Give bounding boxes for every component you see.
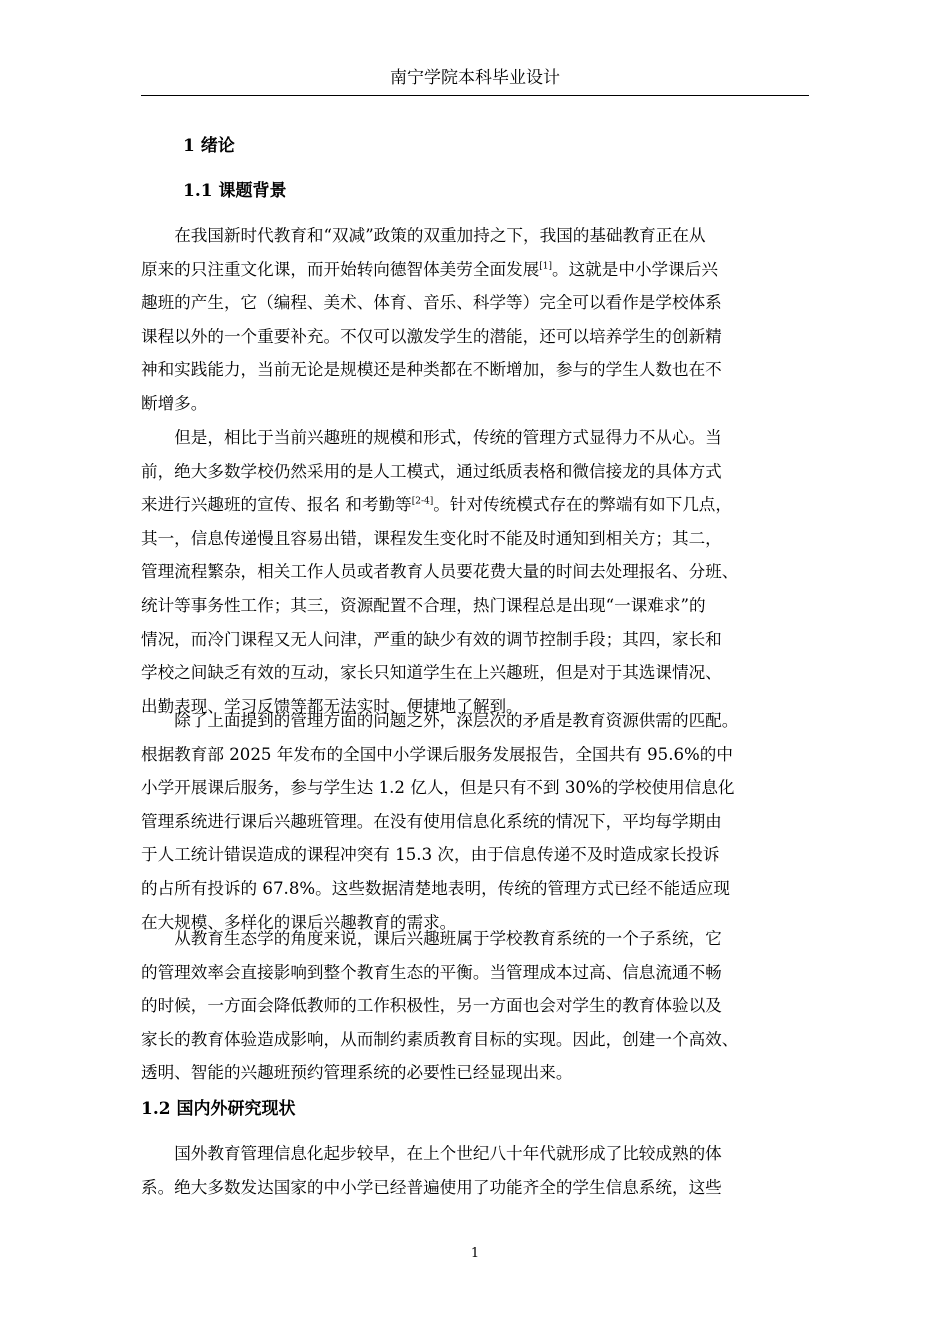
paragraph-text: 原来的只注重文化课，而开始转向德智体美劳全面发展	[141, 259, 540, 279]
paragraph-line: 根据教育部 2025 年发布的全国中小学课后服务发展报告，全国共有 95.6%的中	[141, 744, 733, 764]
paragraph-text: 来进行兴趣班的宣传、报名 和考勤等	[141, 495, 412, 515]
paragraph-line: 学校之间缺乏有效的互动，家长只知道学生在上兴趣班，但是对于其选课情况、	[141, 663, 722, 683]
paragraph-line: 神和实践能力，当前无论是规模还是种类都在不断增加，参与的学生人数也在不	[141, 360, 722, 380]
paragraph-line: 出勤表现、学习反馈等都无法实时、便捷地了解到。	[141, 696, 523, 716]
section-heading-1-2: 1.2 国内外研究现状	[141, 1099, 296, 1119]
paragraph-line: 课程以外的一个重要补充。不仅可以激发学生的潜能，还可以培养学生的创新精	[141, 326, 722, 346]
paragraph-research-status	[141, 1137, 809, 1204]
citation-marker: [1]	[539, 261, 552, 272]
paragraph-education-ecology	[141, 922, 809, 1090]
paragraph-line: 透明、智能的兴趣班预约管理系统的必要性已经显现出来。	[141, 1063, 573, 1083]
paragraph-line: 在大规模、多样化的课后兴趣教育的需求。	[141, 912, 457, 932]
citation-marker: [2-4]	[411, 496, 434, 507]
paragraph-line: 但是，相比于当前兴趣班的规模和形式，传统的管理方式显得力不从心。当	[174, 428, 722, 447]
paragraph-line: 统计等事务性工作；其三，资源配置不合理，热门课程总是出现“一课难求”的	[141, 595, 706, 615]
paragraph-line: 的占所有投诉的 67.8%。这些数据清楚地表明，传统的管理方式已经不能适应现	[141, 878, 730, 898]
paragraph-line	[141, 488, 809, 522]
paragraph-line: 的时候，一方面会降低教师的工作积极性，另一方面也会对学生的教育体验以及	[141, 996, 722, 1016]
paragraph-line: 趣班的产生，它（编程、美术、体育、音乐、科学等）完全可以看作是学校体系	[141, 293, 722, 313]
paragraph-line: 除了上面提到的管理方面的问题之外，深层次的矛盾是教育资源供需的匹配。	[174, 711, 739, 730]
chapter-heading: 1 绪论	[183, 136, 235, 156]
paragraph-line: 的管理效率会直接影响到整个教育生态的平衡。当管理成本过高、信息流通不畅	[141, 962, 722, 982]
paragraph-text: 。这就是中小学课后兴	[552, 259, 718, 279]
paragraph-line: 于人工统计错误造成的课程冲突有 15.3 次，由于信息传递不及时造成家长投诉	[141, 845, 720, 865]
paragraph-management-problems	[141, 421, 809, 723]
paragraph-line: 从教育生态学的角度来说，课后兴趣班属于学校教育系统的一个子系统，它	[174, 929, 722, 948]
paragraph-line: 前，绝大多数学校仍然采用的是人工模式，通过纸质表格和微信接龙的具体方式	[141, 461, 722, 481]
paragraph-line: 家长的教育体验造成影响，从而制约素质教育目标的实现。因此，创建一个高效、	[141, 1029, 739, 1049]
paragraph-line: 小学开展课后服务，参与学生达 1.2 亿人，但是只有不到 30%的学校使用信息化	[141, 778, 735, 798]
paragraph-line: 断增多。	[141, 393, 208, 413]
paragraph-line: 国外教育管理信息化起步较早，在上个世纪八十年代就形成了比较成熟的体	[174, 1144, 722, 1163]
paragraph-line: 情况，而冷门课程又无人问津，严重的缺少有效的调节控制手段；其四，家长和	[141, 629, 722, 649]
paragraph-text: 。针对传统模式存在的弊端有如下几点，	[433, 495, 732, 515]
paragraph-line	[141, 253, 809, 287]
paragraph-line: 在我国新时代教育和“双减”政策的双重加持之下，我国的基础教育正在从	[174, 226, 706, 245]
paragraph-resource-statistics	[141, 704, 809, 939]
paragraph-line: 其一，信息传递慢且容易出错，课程发生变化时不能及时通知到相关方；其二，	[141, 528, 722, 548]
paragraph-line: 管理系统进行课后兴趣班管理。在没有使用信息化系统的情况下，平均每学期由	[141, 811, 722, 831]
paragraph-background-intro	[141, 219, 809, 421]
section-heading-1-1: 1.1 课题背景	[183, 181, 287, 201]
page-number: 1	[470, 1246, 480, 1261]
paragraph-line: 管理流程繁杂，相关工作人员或者教育人员要花费大量的时间去处理报名、分班、	[141, 562, 739, 582]
running-header: 南宁学院本科毕业设计	[390, 68, 560, 88]
paragraph-line: 系。绝大多数发达国家的中小学已经普遍使用了功能齐全的学生信息系统，这些	[141, 1177, 722, 1197]
header-divider	[141, 95, 809, 96]
